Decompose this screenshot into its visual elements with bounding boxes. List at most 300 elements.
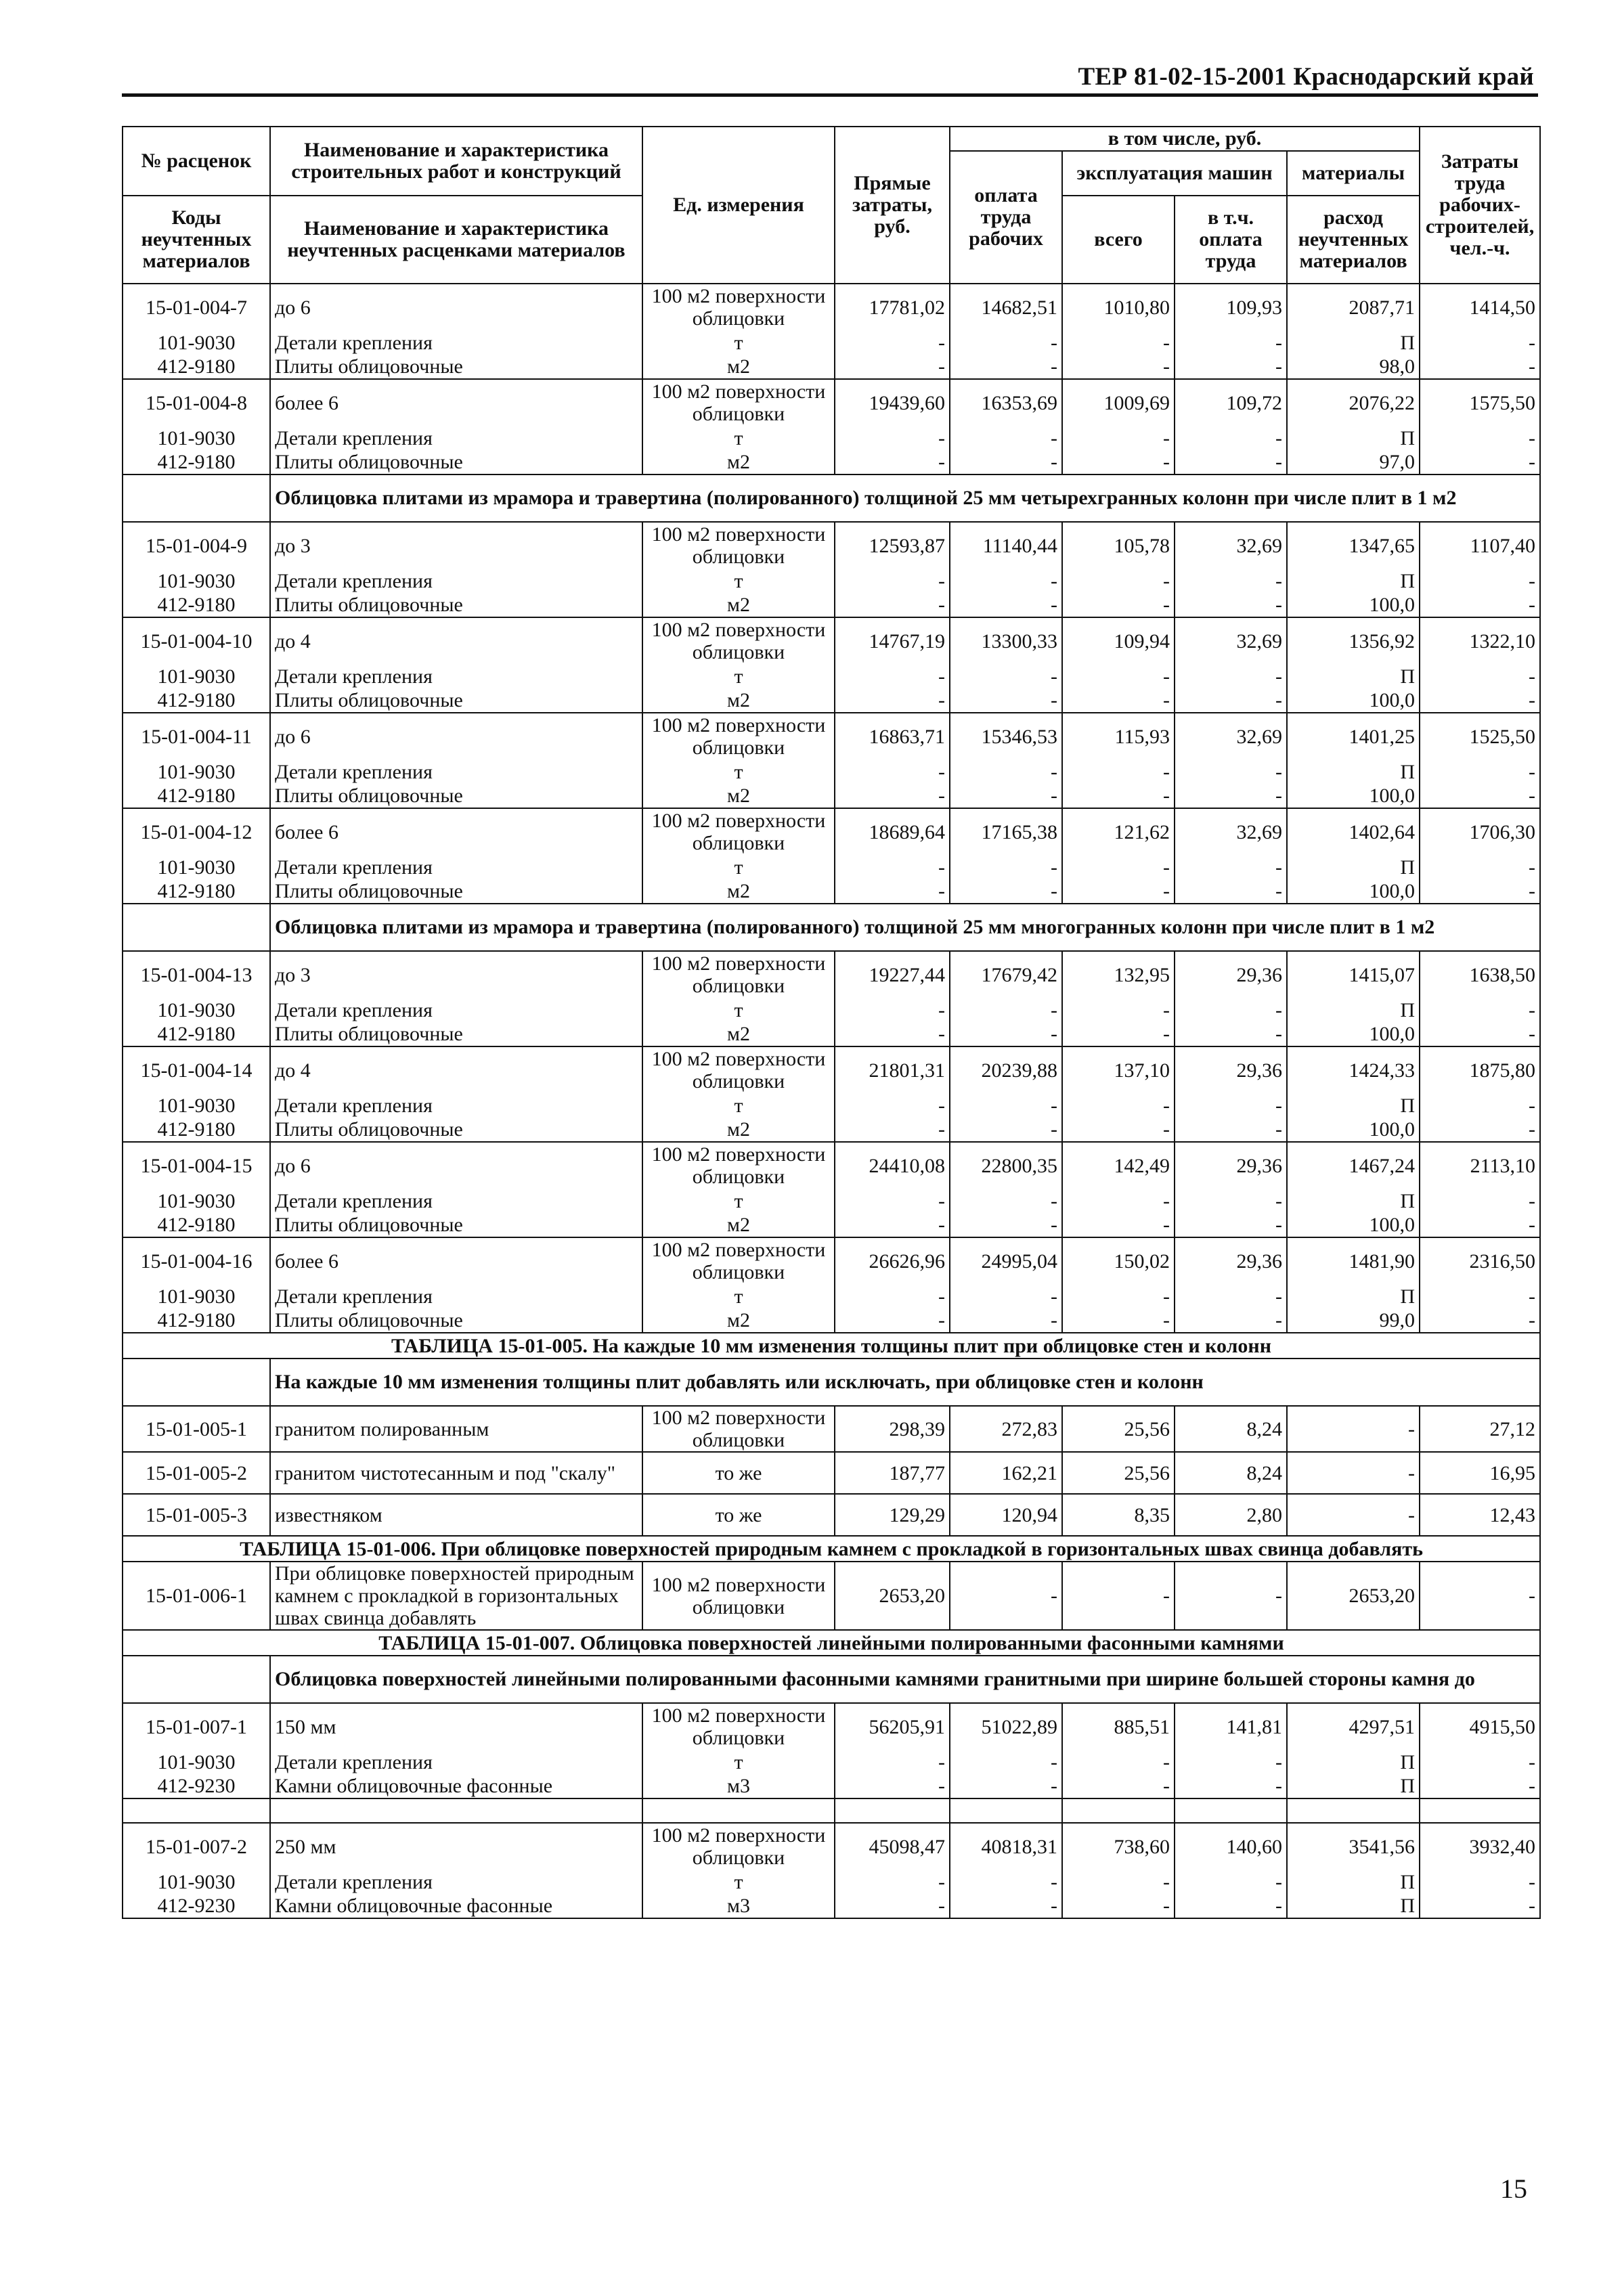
- labor-cost: 16353,69: [950, 379, 1062, 426]
- direct-cost: 24410,08: [835, 1142, 950, 1189]
- rate-row: [123, 522, 1540, 569]
- materials-cost: -: [1287, 1494, 1420, 1536]
- machines-total: -: [1062, 426, 1175, 450]
- material-name: Детали крепления: [270, 426, 642, 450]
- machines-total: -: [1062, 1870, 1175, 1894]
- labor-cost: -: [950, 664, 1062, 688]
- unit-cell: 100 м2 поверхности облицовки: [642, 808, 835, 855]
- direct-cost: 14767,19: [835, 617, 950, 664]
- rate-code: 15-01-005-1: [123, 1406, 270, 1452]
- machines-labor: -: [1175, 1562, 1287, 1630]
- labor-hours: -: [1420, 1774, 1540, 1798]
- material-row: [123, 879, 1540, 904]
- materials-cost: П: [1287, 330, 1420, 355]
- col-workers: Затраты труда рабочих-строителей, чел.-ч.: [1420, 127, 1540, 284]
- labor-cost: 162,21: [950, 1452, 1062, 1494]
- labor-hours: -: [1420, 998, 1540, 1022]
- labor-hours: -: [1420, 879, 1540, 904]
- materials-cost: 1402,64: [1287, 808, 1420, 855]
- machines-total: 8,35: [1062, 1494, 1175, 1536]
- rates-table-wrap: [122, 126, 1539, 1919]
- rate-row: [123, 1452, 1540, 1494]
- material-row: [123, 1870, 1540, 1894]
- material-name: Плиты облицовочные: [270, 1308, 642, 1333]
- unit-cell: 100 м2 поверхности облицовки: [642, 617, 835, 664]
- rate-row: [123, 379, 1540, 426]
- material-row: [123, 664, 1540, 688]
- section-spacer-cell: [123, 904, 270, 951]
- material-name: Детали крепления: [270, 569, 642, 593]
- materials-cost: 1424,33: [1287, 1046, 1420, 1093]
- material-code: 412-9180: [123, 593, 270, 617]
- materials-cost: -: [1287, 1452, 1420, 1494]
- section-heading: Облицовка плитами из мрамора и травертина (полированного) толщиной 25 мм многогранных колонн при числе плит в 1 м2: [270, 904, 1540, 951]
- rates-table: [122, 126, 1541, 1919]
- rate-name: более 6: [270, 379, 642, 426]
- rate-name: до 6: [270, 284, 642, 330]
- labor-hours: -: [1420, 1213, 1540, 1237]
- material-row: [123, 1118, 1540, 1142]
- labor-hours: 2316,50: [1420, 1237, 1540, 1284]
- labor-cost: -: [950, 1118, 1062, 1142]
- rate-row: [123, 1494, 1540, 1536]
- labor-cost: -: [950, 1870, 1062, 1894]
- machines-labor: -: [1175, 1750, 1287, 1774]
- table-title: ТАБЛИЦА 15-01-006. При облицовке поверхностей природным камнем с прокладкой в горизонтальных швах свинца добавлять: [123, 1536, 1540, 1562]
- materials-cost: 2653,20: [1287, 1562, 1420, 1630]
- material-row: [123, 1284, 1540, 1308]
- material-row: [123, 569, 1540, 593]
- col-code-bottom: Коды неучтенных материалов: [123, 196, 270, 284]
- material-code: 101-9030: [123, 998, 270, 1022]
- labor-cost: -: [950, 1022, 1062, 1046]
- labor-cost: -: [950, 593, 1062, 617]
- machines-labor: -: [1175, 759, 1287, 784]
- machines-total: -: [1062, 998, 1175, 1022]
- col-materials-top: материалы: [1287, 151, 1420, 196]
- materials-cost: П: [1287, 664, 1420, 688]
- materials-cost: 1415,07: [1287, 951, 1420, 998]
- machines-labor: -: [1175, 1308, 1287, 1333]
- machines-labor: -: [1175, 1118, 1287, 1142]
- direct-cost: -: [835, 1022, 950, 1046]
- rate-code: 15-01-004-11: [123, 713, 270, 759]
- rate-row: [123, 1406, 1540, 1452]
- unit-cell: м2: [642, 784, 835, 808]
- machines-total: -: [1062, 664, 1175, 688]
- labor-cost: -: [950, 1308, 1062, 1333]
- material-name: Плиты облицовочные: [270, 688, 642, 713]
- materials-cost: 2076,22: [1287, 379, 1420, 426]
- rate-code: 15-01-004-7: [123, 284, 270, 330]
- material-name: Плиты облицовочные: [270, 879, 642, 904]
- material-name: Детали крепления: [270, 1750, 642, 1774]
- material-code: 412-9180: [123, 688, 270, 713]
- blank-cell: [123, 1798, 270, 1823]
- material-code: 412-9180: [123, 1118, 270, 1142]
- col-machines-labor: в т.ч. оплата труда: [1175, 196, 1287, 284]
- materials-cost: -: [1287, 1406, 1420, 1452]
- machines-total: -: [1062, 593, 1175, 617]
- unit-cell: м2: [642, 355, 835, 379]
- machines-total: -: [1062, 1750, 1175, 1774]
- materials-cost: П: [1287, 1750, 1420, 1774]
- labor-hours: -: [1420, 664, 1540, 688]
- document-header-title: ТЕР 81-02-15-2001 Краснодарский край: [1078, 63, 1534, 91]
- direct-cost: -: [835, 1284, 950, 1308]
- machines-total: -: [1062, 784, 1175, 808]
- materials-cost: 1467,24: [1287, 1142, 1420, 1189]
- direct-cost: 2653,20: [835, 1562, 950, 1630]
- rate-name: до 4: [270, 617, 642, 664]
- material-code: 101-9030: [123, 569, 270, 593]
- machines-labor: -: [1175, 593, 1287, 617]
- machines-total: -: [1062, 450, 1175, 474]
- machines-labor: 140,60: [1175, 1823, 1287, 1870]
- machines-total: -: [1062, 879, 1175, 904]
- labor-hours: 1322,10: [1420, 617, 1540, 664]
- labor-cost: 24995,04: [950, 1237, 1062, 1284]
- unit-cell: 100 м2 поверхности облицовки: [642, 1046, 835, 1093]
- unit-cell: т: [642, 664, 835, 688]
- machines-total: -: [1062, 1118, 1175, 1142]
- direct-cost: -: [835, 784, 950, 808]
- rate-name: до 6: [270, 713, 642, 759]
- blank-cell: [1287, 1798, 1420, 1823]
- rate-code: 15-01-004-14: [123, 1046, 270, 1093]
- machines-total: -: [1062, 355, 1175, 379]
- machines-total: 1009,69: [1062, 379, 1175, 426]
- material-name: Плиты облицовочные: [270, 1022, 642, 1046]
- material-row: [123, 855, 1540, 879]
- rate-code: 15-01-004-16: [123, 1237, 270, 1284]
- unit-cell: т: [642, 1284, 835, 1308]
- material-name: Плиты облицовочные: [270, 1118, 642, 1142]
- labor-cost: 40818,31: [950, 1823, 1062, 1870]
- rate-code: 15-01-004-9: [123, 522, 270, 569]
- direct-cost: -: [835, 1894, 950, 1918]
- materials-cost: 97,0: [1287, 450, 1420, 474]
- rate-row: [123, 951, 1540, 998]
- rate-name: гранитом полированным: [270, 1406, 642, 1452]
- labor-hours: 1414,50: [1420, 284, 1540, 330]
- unit-cell: т: [642, 1189, 835, 1213]
- unit-cell: 100 м2 поверхности облицовки: [642, 1406, 835, 1452]
- rate-name: до 3: [270, 951, 642, 998]
- machines-labor: -: [1175, 1213, 1287, 1237]
- labor-cost: -: [950, 569, 1062, 593]
- blank-cell: [1175, 1798, 1287, 1823]
- rate-code: 15-01-006-1: [123, 1562, 270, 1630]
- table-title-row: [123, 1536, 1540, 1562]
- rate-row: [123, 1562, 1540, 1630]
- labor-hours: -: [1420, 426, 1540, 450]
- header-rule: [122, 93, 1538, 97]
- material-code: 101-9030: [123, 1093, 270, 1118]
- unit-cell: 100 м2 поверхности облицовки: [642, 1823, 835, 1870]
- direct-cost: -: [835, 355, 950, 379]
- machines-total: -: [1062, 1308, 1175, 1333]
- labor-cost: 120,94: [950, 1494, 1062, 1536]
- materials-cost: 100,0: [1287, 593, 1420, 617]
- unit-cell: т: [642, 1870, 835, 1894]
- machines-total: -: [1062, 855, 1175, 879]
- labor-hours: -: [1420, 593, 1540, 617]
- direct-cost: 45098,47: [835, 1823, 950, 1870]
- material-name: Плиты облицовочные: [270, 450, 642, 474]
- materials-cost: 100,0: [1287, 688, 1420, 713]
- labor-cost: -: [950, 1213, 1062, 1237]
- unit-cell: т: [642, 1093, 835, 1118]
- blank-cell: [1420, 1798, 1540, 1823]
- blank-cell: [835, 1798, 950, 1823]
- machines-labor: -: [1175, 688, 1287, 713]
- direct-cost: -: [835, 593, 950, 617]
- labor-cost: 20239,88: [950, 1046, 1062, 1093]
- material-name: Детали крепления: [270, 855, 642, 879]
- material-row: [123, 330, 1540, 355]
- section-heading-row: [123, 474, 1540, 522]
- direct-cost: -: [835, 450, 950, 474]
- materials-cost: П: [1287, 1189, 1420, 1213]
- machines-total: -: [1062, 569, 1175, 593]
- materials-cost: 3541,56: [1287, 1823, 1420, 1870]
- section-heading: Облицовка поверхностей линейными полированными фасонными камнями гранитными при ширине большей стороны камня до: [270, 1656, 1540, 1703]
- unit-cell: м2: [642, 1308, 835, 1333]
- labor-hours: 4915,50: [1420, 1703, 1540, 1750]
- labor-hours: -: [1420, 1750, 1540, 1774]
- machines-labor: -: [1175, 879, 1287, 904]
- direct-cost: 17781,02: [835, 284, 950, 330]
- unit-cell: м2: [642, 1022, 835, 1046]
- machines-labor: 29,36: [1175, 1142, 1287, 1189]
- direct-cost: -: [835, 1189, 950, 1213]
- unit-cell: то же: [642, 1452, 835, 1494]
- section-spacer-cell: [123, 474, 270, 522]
- unit-cell: 100 м2 поверхности облицовки: [642, 522, 835, 569]
- material-name: Детали крепления: [270, 664, 642, 688]
- section-heading-row: [123, 1359, 1540, 1406]
- machines-labor: 109,72: [1175, 379, 1287, 426]
- material-name: Детали крепления: [270, 1870, 642, 1894]
- machines-total: -: [1062, 759, 1175, 784]
- labor-hours: -: [1420, 1562, 1540, 1630]
- rate-row: [123, 713, 1540, 759]
- unit-cell: м2: [642, 1213, 835, 1237]
- machines-total: -: [1062, 1562, 1175, 1630]
- table-title: ТАБЛИЦА 15-01-007. Облицовка поверхностей линейными полированными фасонными камнями: [123, 1630, 1540, 1656]
- material-row: [123, 759, 1540, 784]
- labor-cost: -: [950, 1562, 1062, 1630]
- materials-cost: П: [1287, 855, 1420, 879]
- machines-labor: -: [1175, 1284, 1287, 1308]
- section-heading: Облицовка плитами из мрамора и травертина (полированного) толщиной 25 мм четырехгранных колонн при числе плит в 1 м2: [270, 474, 1540, 522]
- page-number: 15: [1500, 2173, 1527, 2204]
- material-name: Плиты облицовочные: [270, 784, 642, 808]
- materials-cost: 1347,65: [1287, 522, 1420, 569]
- machines-labor: 32,69: [1175, 713, 1287, 759]
- labor-hours: 1638,50: [1420, 951, 1540, 998]
- material-code: 101-9030: [123, 426, 270, 450]
- material-code: 412-9180: [123, 1308, 270, 1333]
- materials-cost: 100,0: [1287, 784, 1420, 808]
- col-unit: Ед. измерения: [642, 127, 835, 284]
- machines-labor: -: [1175, 1870, 1287, 1894]
- labor-cost: -: [950, 355, 1062, 379]
- machines-total: 137,10: [1062, 1046, 1175, 1093]
- rate-row: [123, 284, 1540, 330]
- machines-total: 885,51: [1062, 1703, 1175, 1750]
- col-name-top: Наименование и характеристика строительных работ и конструкций: [270, 127, 642, 196]
- rate-code: 15-01-007-1: [123, 1703, 270, 1750]
- labor-cost: 11140,44: [950, 522, 1062, 569]
- direct-cost: -: [835, 1774, 950, 1798]
- labor-hours: -: [1420, 1870, 1540, 1894]
- labor-cost: 13300,33: [950, 617, 1062, 664]
- unit-cell: то же: [642, 1494, 835, 1536]
- rate-name: При облицовке поверхностей природным камнем с прокладкой в горизонтальных швах свинца добавлять: [270, 1562, 642, 1630]
- material-row: [123, 688, 1540, 713]
- rate-code: 15-01-007-2: [123, 1823, 270, 1870]
- machines-total: 142,49: [1062, 1142, 1175, 1189]
- unit-cell: м2: [642, 688, 835, 713]
- direct-cost: -: [835, 569, 950, 593]
- rate-row: [123, 1823, 1540, 1870]
- material-name: Детали крепления: [270, 1284, 642, 1308]
- machines-total: -: [1062, 688, 1175, 713]
- labor-hours: -: [1420, 1284, 1540, 1308]
- machines-labor: -: [1175, 450, 1287, 474]
- machines-total: 25,56: [1062, 1452, 1175, 1494]
- rate-code: 15-01-004-10: [123, 617, 270, 664]
- material-code: 412-9180: [123, 450, 270, 474]
- material-row: [123, 355, 1540, 379]
- unit-cell: т: [642, 855, 835, 879]
- unit-cell: м3: [642, 1774, 835, 1798]
- labor-hours: -: [1420, 688, 1540, 713]
- unit-cell: 100 м2 поверхности облицовки: [642, 1562, 835, 1630]
- unit-cell: м2: [642, 879, 835, 904]
- direct-cost: -: [835, 1093, 950, 1118]
- rate-row: [123, 1703, 1540, 1750]
- materials-cost: П: [1287, 426, 1420, 450]
- rate-name: 150 мм: [270, 1703, 642, 1750]
- material-name: Плиты облицовочные: [270, 355, 642, 379]
- machines-labor: -: [1175, 1774, 1287, 1798]
- material-code: 101-9030: [123, 664, 270, 688]
- labor-hours: -: [1420, 1093, 1540, 1118]
- machines-labor: 29,36: [1175, 1046, 1287, 1093]
- labor-cost: -: [950, 998, 1062, 1022]
- material-code: 412-9180: [123, 879, 270, 904]
- rate-code: 15-01-004-13: [123, 951, 270, 998]
- materials-cost: П: [1287, 569, 1420, 593]
- machines-labor: 8,24: [1175, 1406, 1287, 1452]
- direct-cost: -: [835, 1213, 950, 1237]
- direct-cost: 187,77: [835, 1452, 950, 1494]
- material-code: 101-9030: [123, 1284, 270, 1308]
- labor-hours: 1706,30: [1420, 808, 1540, 855]
- material-code: 412-9180: [123, 784, 270, 808]
- section-spacer-cell: [123, 1359, 270, 1406]
- material-code: 412-9180: [123, 1022, 270, 1046]
- unit-cell: т: [642, 1750, 835, 1774]
- labor-hours: -: [1420, 759, 1540, 784]
- labor-hours: 1107,40: [1420, 522, 1540, 569]
- direct-cost: -: [835, 759, 950, 784]
- machines-labor: 8,24: [1175, 1452, 1287, 1494]
- blank-cell: [1062, 1798, 1175, 1823]
- material-row: [123, 1774, 1540, 1798]
- material-row: [123, 1894, 1540, 1918]
- machines-total: 121,62: [1062, 808, 1175, 855]
- labor-hours: -: [1420, 1189, 1540, 1213]
- machines-labor: -: [1175, 355, 1287, 379]
- unit-cell: 100 м2 поверхности облицовки: [642, 1142, 835, 1189]
- section-heading-row: [123, 904, 1540, 951]
- labor-cost: -: [950, 450, 1062, 474]
- direct-cost: 298,39: [835, 1406, 950, 1452]
- labor-cost: -: [950, 688, 1062, 713]
- material-code: 412-9180: [123, 355, 270, 379]
- table-body: [123, 284, 1540, 1918]
- materials-cost: 100,0: [1287, 1118, 1420, 1142]
- machines-labor: -: [1175, 1022, 1287, 1046]
- machines-labor: -: [1175, 784, 1287, 808]
- rate-name: более 6: [270, 808, 642, 855]
- rate-name: гранитом чистотесанным и под "скалу": [270, 1452, 642, 1494]
- rate-name: до 3: [270, 522, 642, 569]
- machines-total: -: [1062, 1189, 1175, 1213]
- direct-cost: -: [835, 998, 950, 1022]
- col-direct: Прямые затраты, руб.: [835, 127, 950, 284]
- direct-cost: -: [835, 1308, 950, 1333]
- labor-hours: -: [1420, 330, 1540, 355]
- labor-cost: 22800,35: [950, 1142, 1062, 1189]
- machines-total: 738,60: [1062, 1823, 1175, 1870]
- machines-total: 109,94: [1062, 617, 1175, 664]
- materials-cost: 1356,92: [1287, 617, 1420, 664]
- material-code: 412-9230: [123, 1774, 270, 1798]
- material-row: [123, 1213, 1540, 1237]
- material-row: [123, 1189, 1540, 1213]
- machines-total: 25,56: [1062, 1406, 1175, 1452]
- material-row: [123, 998, 1540, 1022]
- labor-cost: -: [950, 1189, 1062, 1213]
- machines-labor: -: [1175, 664, 1287, 688]
- machines-labor: -: [1175, 1894, 1287, 1918]
- material-code: 101-9030: [123, 330, 270, 355]
- labor-cost: 51022,89: [950, 1703, 1062, 1750]
- labor-cost: -: [950, 855, 1062, 879]
- material-code: 101-9030: [123, 855, 270, 879]
- machines-labor: 141,81: [1175, 1703, 1287, 1750]
- labor-cost: -: [950, 879, 1062, 904]
- rate-name: известняком: [270, 1494, 642, 1536]
- machines-total: 150,02: [1062, 1237, 1175, 1284]
- col-incl: в том числе, руб.: [950, 127, 1420, 151]
- section-heading: На каждые 10 мм изменения толщины плит добавлять или исключать, при облицовке стен и колонн: [270, 1359, 1540, 1406]
- material-row: [123, 593, 1540, 617]
- material-row: [123, 1093, 1540, 1118]
- labor-cost: -: [950, 426, 1062, 450]
- materials-cost: 1481,90: [1287, 1237, 1420, 1284]
- labor-hours: -: [1420, 784, 1540, 808]
- direct-cost: -: [835, 1870, 950, 1894]
- material-row: [123, 784, 1540, 808]
- machines-labor: -: [1175, 855, 1287, 879]
- machines-labor: 32,69: [1175, 808, 1287, 855]
